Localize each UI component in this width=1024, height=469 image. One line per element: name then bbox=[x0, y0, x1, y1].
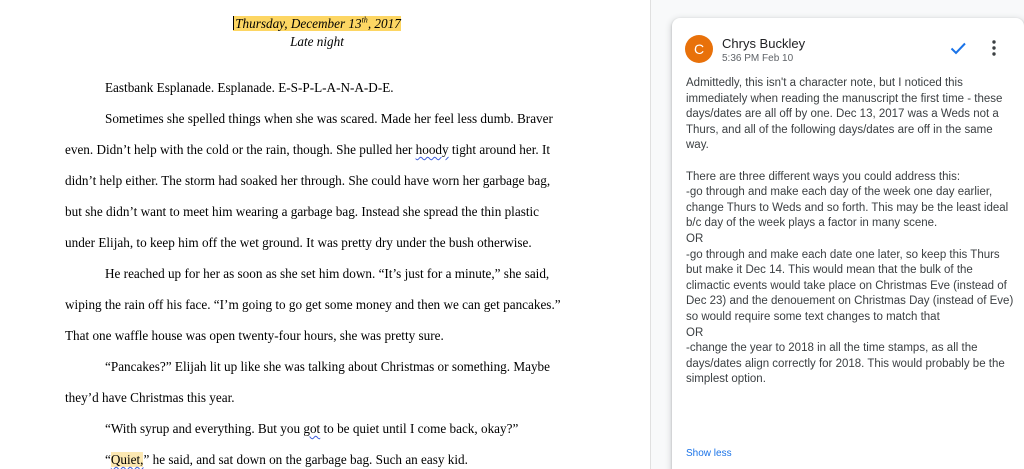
avatar: C bbox=[685, 35, 713, 63]
comment-paragraph: Admittedly, this isn't a character note, but I noticed this immediately when reading the manuscript the first time - these days/dates are all off by one. Dec 13, 2017 was a Weds not a Thurs, and all of the following days/dates are off in the same way. bbox=[686, 77, 1003, 152]
commented-word[interactable]: Quiet, bbox=[110, 452, 144, 467]
paragraph-line: but she didn’t want to meet him wearing a garbage bag. Instead she spread the thin plastic bbox=[65, 204, 540, 219]
paragraph-line: they’d have Christmas this year. bbox=[65, 390, 235, 405]
more-options-button[interactable] bbox=[982, 36, 1006, 60]
date-ordinal-suffix: th bbox=[361, 15, 368, 25]
line-text: ” he said, and sat down on the garbage bag. Such an easy kid. bbox=[143, 452, 468, 467]
paragraph-line: Sometimes she spelled things when she was scared. Made her feel less dumb. Braver bbox=[105, 111, 553, 126]
spelling-flag-word[interactable]: hoody bbox=[415, 142, 449, 157]
comment-author: Chrys Buckley bbox=[722, 36, 806, 51]
paragraph-line bbox=[65, 142, 550, 158]
comment-paragraph: OR bbox=[686, 232, 704, 245]
line-text: “With syrup and everything. But you bbox=[105, 421, 304, 436]
paragraph-line: He reached up for her as soon as she set him down. “It’s just for a minute,” she said, bbox=[105, 266, 550, 281]
comment-body bbox=[686, 76, 1014, 388]
comment-paragraph: -go through and make each date one later, so keep this Thurs but make it Dec 14. This would mean that the bulk of the climactic events would take place on Christmas Eve (instead of Dec 23) and the denouement on Christmas Day (instead of Eve) so would require some text changes to match that bbox=[686, 248, 1014, 323]
line-text: to be quiet until I come back, okay?” bbox=[320, 421, 519, 436]
grammar-flag-word[interactable]: got bbox=[303, 421, 321, 436]
more-vert-icon bbox=[982, 36, 1006, 60]
paragraph-line: under Elijah, to keep him off the wet ground. It was pretty dry under the bush otherwise. bbox=[65, 235, 532, 250]
resolve-button[interactable] bbox=[946, 36, 970, 60]
paragraph-line: “Pancakes?” Elijah lit up like she was talking about Christmas or something. Maybe bbox=[105, 359, 550, 374]
date-weekday-month: Thursday, December 13 bbox=[235, 16, 362, 31]
comment-paragraph: There are three different ways you could address this: bbox=[686, 170, 961, 183]
chapter-date-heading bbox=[0, 16, 634, 32]
paragraph-line bbox=[105, 421, 518, 437]
comment-paragraph: OR bbox=[686, 326, 704, 339]
paragraph-line bbox=[105, 452, 468, 468]
paragraph-line: Eastbank Esplanade. Esplanade. E-S-P-L-A-N-A-D-E. bbox=[105, 80, 394, 95]
line-text: even. Didn’t help with the cold or the rain, though. She pulled her bbox=[65, 142, 416, 157]
commented-highlight[interactable] bbox=[233, 16, 401, 31]
chapter-time-heading: Late night bbox=[290, 34, 344, 49]
comment-timestamp: 5:36 PM Feb 10 bbox=[722, 53, 794, 64]
paragraph-line: wiping the rain off his face. “I’m going to go get some money and then we can get pancakes.” bbox=[65, 297, 561, 312]
date-year: , 2017 bbox=[367, 16, 401, 31]
comment-card[interactable] bbox=[672, 18, 1024, 469]
checkmark-icon bbox=[946, 36, 970, 60]
paragraph-line: didn’t help either. The storm had soaked her through. She could have worn her garbage bag, bbox=[65, 173, 551, 188]
show-less-link[interactable]: Show less bbox=[686, 448, 732, 459]
comment-paragraph: -change the year to 2018 in all the time stamps, as all the days/dates align correctly for 2018. This would probably be the simplest option. bbox=[686, 342, 1005, 386]
line-text: tight around her. It bbox=[448, 142, 551, 157]
comment-blank-line bbox=[686, 154, 1014, 170]
comment-paragraph: -go through and make each day of the week one day earlier, change Thurs to Weds and so forth. This may be the least ideal b/c day of the week plays a factor in many scene. bbox=[686, 186, 1009, 230]
paragraph-line: That one waffle house was open twenty-four hours, she was pretty sure. bbox=[65, 328, 444, 343]
line-text: “ bbox=[105, 452, 111, 467]
